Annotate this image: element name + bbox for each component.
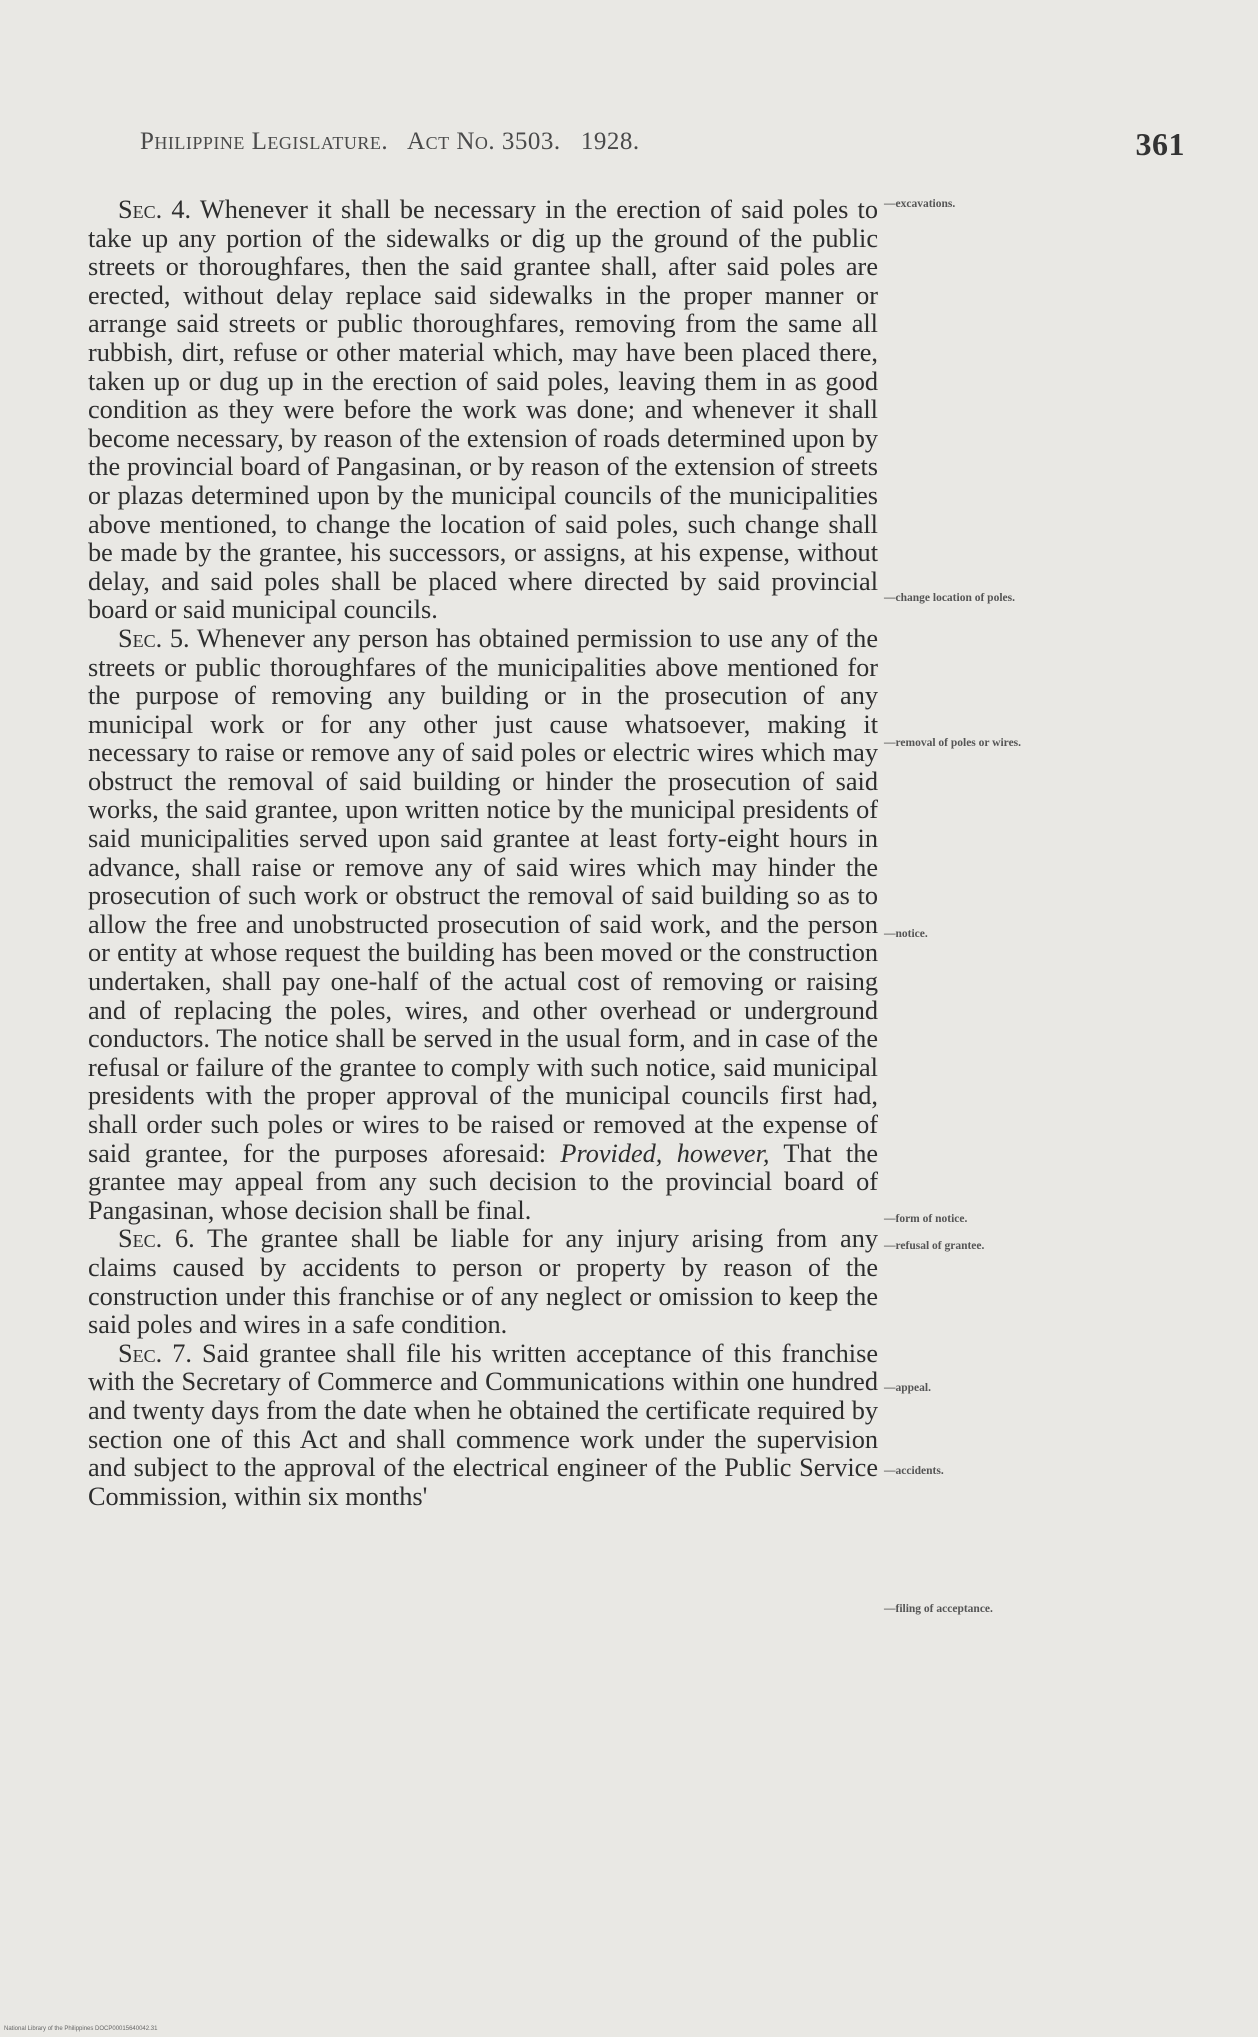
section-label: Sec. 5. bbox=[118, 623, 190, 653]
margin-note-accidents: —accidents. bbox=[884, 1465, 944, 1477]
section-text: Said grantee shall file his written acceptance of this franchise with the Secretary of Commerce and Communications within one hundred and twenty days from the date when he obtained the certificate required by section one of this Act and shall commence work under the supervision and subject to the approval of the electrical engineer of the Public Service Commission, within six months' bbox=[88, 1338, 878, 1511]
section-5 bbox=[88, 625, 878, 1225]
section-4 bbox=[88, 196, 878, 625]
section-label: Sec. 6. bbox=[118, 1224, 195, 1254]
page-number: 361 bbox=[1135, 126, 1185, 162]
footer-credit: National Library of the Philippines DOCP00015640042.31 bbox=[4, 2026, 158, 2032]
section-7 bbox=[88, 1340, 878, 1512]
section-text: The grantee shall be liable for any injury arising from any claims caused by accidents to person or property by reason of the construction under this franchise or of any neglect or omission to keep the said poles and wires in a safe condition. bbox=[88, 1224, 878, 1340]
section-text: That the grantee may appeal from any such decision to the provincial board of Pangasinan, whose decision shall be final. bbox=[88, 1138, 879, 1225]
margin-note-appeal: —appeal. bbox=[884, 1382, 931, 1394]
margin-note-filing: —filing of acceptance. bbox=[884, 1603, 993, 1615]
running-header bbox=[140, 128, 1185, 168]
proviso-text: Provided, however, bbox=[560, 1138, 770, 1168]
margin-note-refusal: —refusal of grantee. bbox=[884, 1240, 985, 1252]
margin-note-change-location: —change location of poles. bbox=[884, 592, 1015, 604]
section-6 bbox=[88, 1225, 878, 1339]
section-label: Sec. 7. bbox=[118, 1338, 192, 1368]
header-title: Philippine Legislature. Act No. 3503. 1928. bbox=[140, 128, 640, 155]
section-text: Whenever any person has obtained permission to use any of the streets or public thoroughfares of the municipalities above mentioned for the purpose of removing any building or in the prosecution of any municipal work or for any other just cause whatsoever, making it necessary to raise or remove any of said poles or electric wires which may obstruct the removal of said building or hinder the prosecution of said works, the said grantee, upon written notice by the municipal presidents of said municipalities served upon said grantee at least forty-eight hours in advance, shall raise or remove any of said wires which may hinder the prosecution of such work or obstruct the removal of said building so as to allow the free and unobstructed prosecution of said work, and the person or entity at whose request the building has been moved or the construction undertaken, shall pay one-half of the actual cost of removing or raising and of replacing the poles, wires, and other overhead or underground conductors. The notice shall be served in the usual form, and in case of the refusal or failure of the grantee to comply with such notice, said municipal presidents with the proper approval of the municipal councils first had, shall order such poles or wires to be raised or removed at the expense of said grantee, for the purposes aforesaid: bbox=[88, 623, 878, 1168]
section-label: Sec. 4. bbox=[118, 195, 192, 224]
margin-note-removal: —removal of poles or wires. bbox=[884, 737, 1022, 749]
margin-note-form-of-notice: —form of notice. bbox=[884, 1213, 968, 1225]
body-text bbox=[88, 196, 878, 1511]
section-text: Whenever it shall be necessary in the erection of said poles to take up any portion of the sidewalks or dig up the ground of the public streets or thoroughfares, then the said grantee shall, after said poles are erected, without delay replace said sidewalks in the proper manner or arrange said streets or public thoroughfares, removing from the same all rubbish, dirt, refuse or other material which, may have been placed there, taken up or dug up in the erection of said poles, leaving them in as good condition as they were before the work was done; and whenever it shall become necessary, by reason of the extension of roads determined upon by the provincial board of Pangasinan, or by reason of the extension of streets or plazas determined upon by the municipal councils of the municipalities above mentioned, to change the location of said poles, such change shall be made by the grantee, his successors, or assigns, at his expense, without delay, and said poles shall be placed where directed by said provincial board or said municipal councils. bbox=[88, 195, 878, 625]
margin-note-notice: —notice. bbox=[884, 928, 928, 940]
margin-note-excavations: —excavations. bbox=[884, 198, 956, 210]
